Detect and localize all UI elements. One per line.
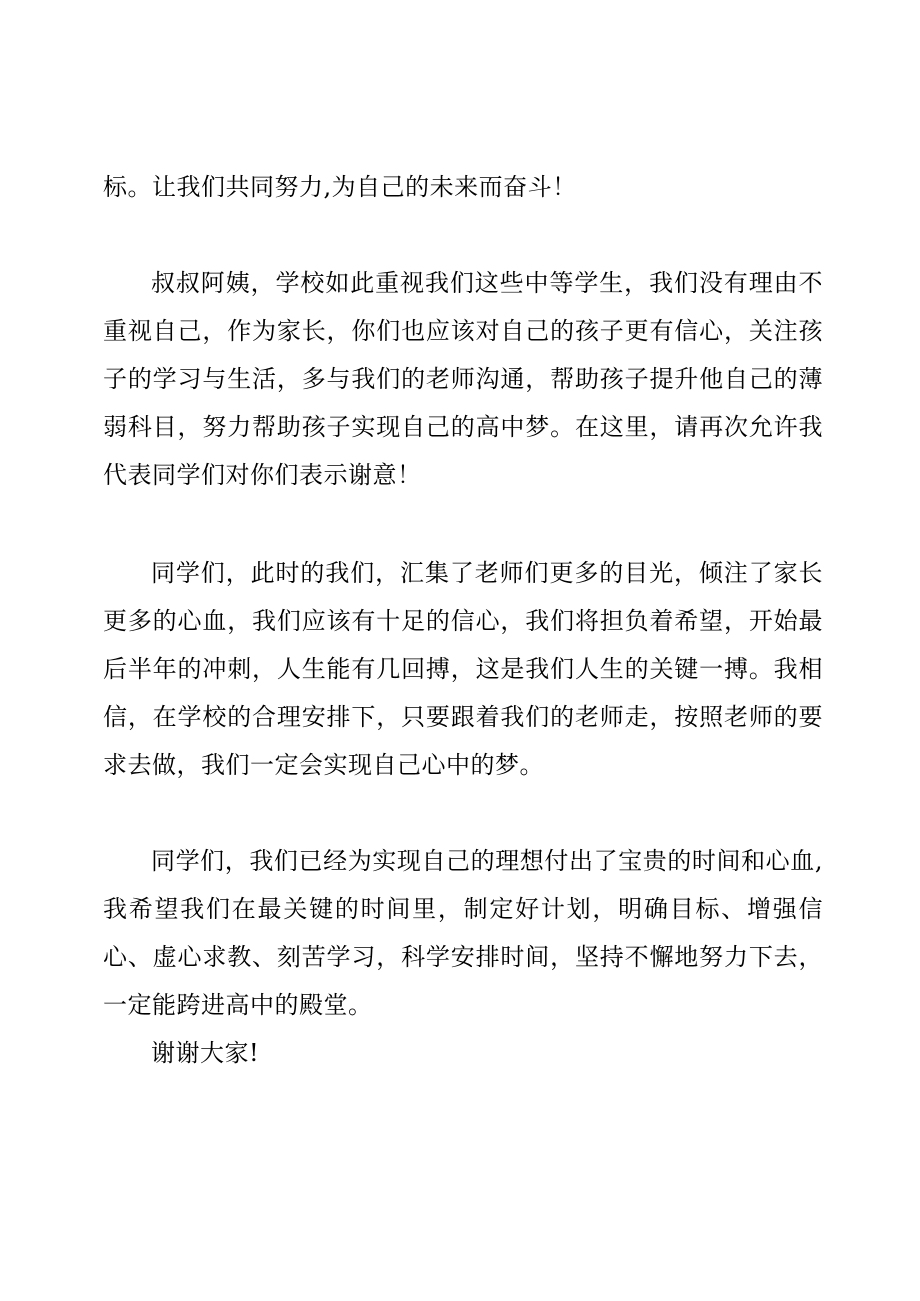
paragraph-thanks: 谢谢大家! — [151, 1039, 260, 1067]
paragraph-continuation: 标。让我们共同努力,为自己的未来而奋斗！ — [103, 173, 577, 201]
paragraph-effort: 同学们，我们已经为实现自己的理想付出了宝贵的时间和心血,我希望我们在最关键的时间里，制定好计划，明确目标、增强信心、虚心求教、刻苦学习，科学安排时间，坚持不懈地努力下去，一定能跨进高中的殿堂。 — [103, 847, 823, 1019]
paragraph-confidence: 同学们，此时的我们，汇集了老师们更多的目光，倾注了家长更多的心血，我们应该有十足的信心，我们将担负着希望，开始最后半年的冲刺，人生能有几回搏，这是我们人生的关键一搏。我相信，在学校的合理安排下，只要跟着我们的老师走，按照老师的要求去做，我们一定会实现自己心中的梦。 — [103, 559, 823, 779]
paragraph-parents-appeal: 叔叔阿姨，学校如此重视我们这些中等学生，我们没有理由不重视自己，作为家长，你们也应该对自己的孩子更有信心，关注孩子的学习与生活，多与我们的老师沟通，帮助孩子提升他自己的薄弱科目，努力帮助孩子实现自己的高中梦。在这里，请再次允许我代表同学们对你们表示谢意！ — [103, 269, 823, 489]
